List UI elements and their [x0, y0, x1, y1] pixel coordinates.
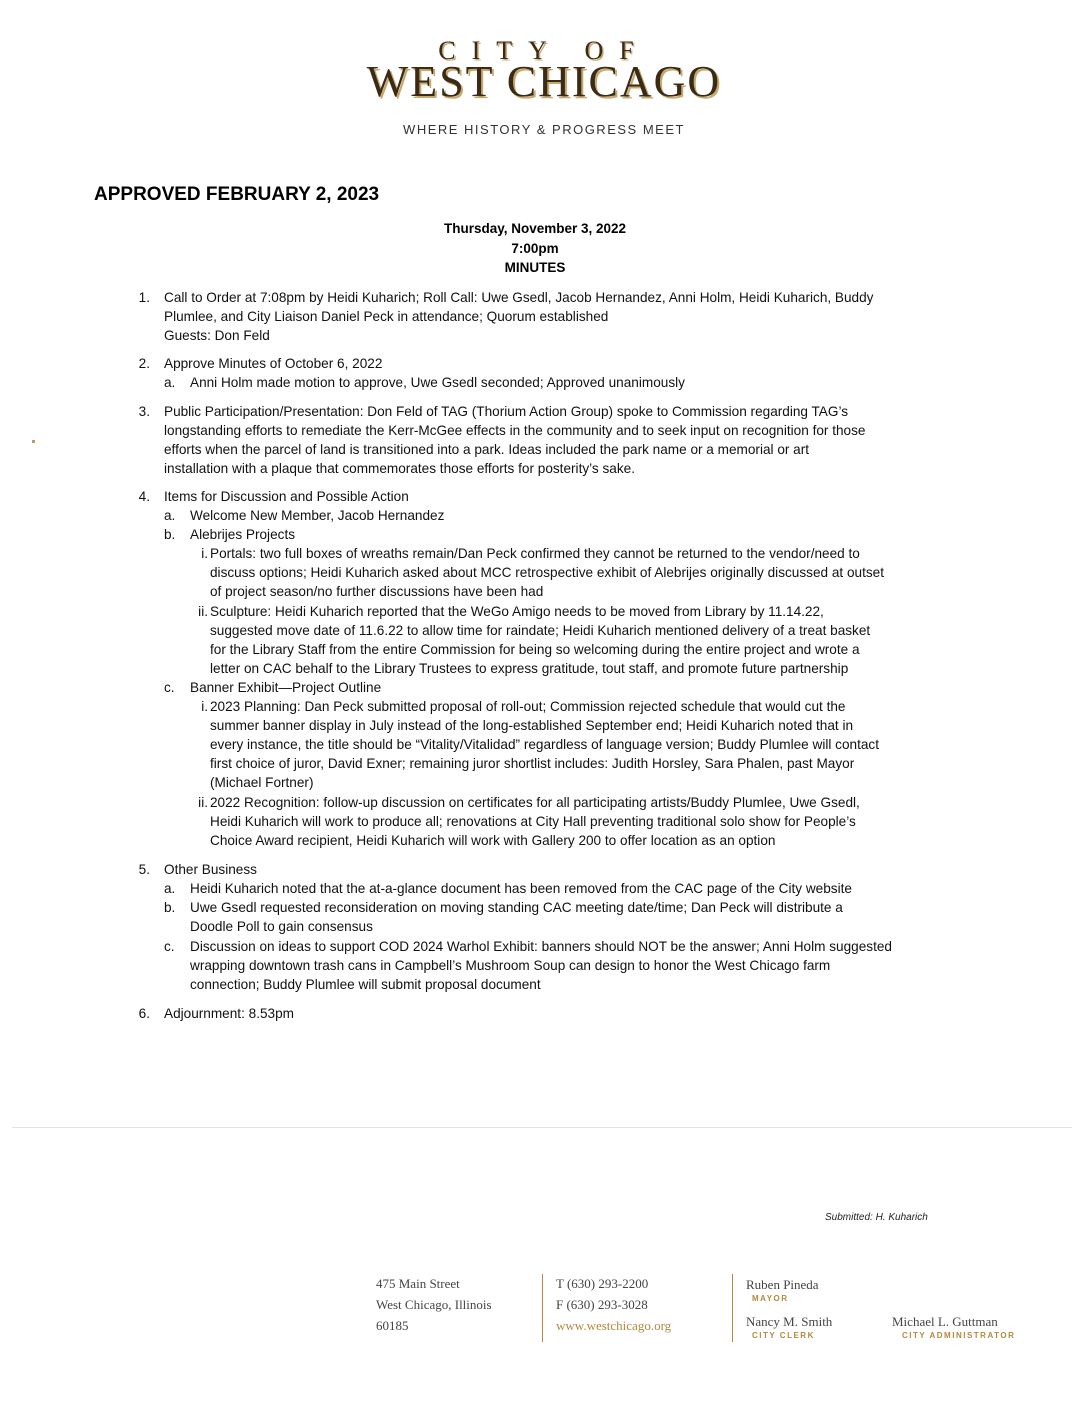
- footer-address-line: West Chicago, Illinois: [376, 1297, 492, 1312]
- footer-address-line: 475 Main Street: [376, 1276, 460, 1291]
- meeting-time: 7:00pm: [511, 241, 559, 256]
- item-text-line: installation with a plaque that commemorates those efforts for posterity’s sake.: [164, 461, 635, 476]
- sub-item-text: connection; Buddy Plumlee will submit proposal document: [190, 977, 541, 992]
- item-text-line: Call to Order at 7:08pm by Heidi Kuharich; Roll Call: Uwe Gsedl, Jacob Hernandez, Anni Holm, Heidi Kuharich, Buddy: [164, 290, 874, 305]
- roman-text: Heidi Kuharich will work to produce all; renovations at City Hall preventing traditional solo show for People’s: [210, 814, 856, 829]
- roman-text: Sculpture: Heidi Kuharich reported that the WeGo Amigo needs to be moved from Library by 11.14.22,: [210, 604, 824, 619]
- roman-text: summer banner display in July instead of the long-established September end; Heidi Kuharich noted that in: [210, 718, 854, 733]
- letterhead-city-of: CITY OF: [438, 36, 650, 65]
- letterhead-city-name: WEST CHICAGO: [366, 57, 722, 106]
- roman-text: first choice of juror, David Exner; remaining juror shortlist includes: Judith Horsley, Sara Phalen, past Mayor: [210, 756, 855, 771]
- item-text-line: Items for Discussion and Possible Action: [164, 489, 409, 504]
- roman-text: of project season/no further discussions have been had: [210, 584, 544, 599]
- item-text-line: Plumlee, and City Liaison Daniel Peck in attendance; Quorum established: [164, 309, 609, 324]
- meeting-date: Thursday, November 3, 2022: [443, 221, 627, 236]
- item-text-line: Public Participation/Presentation: Don Feld of TAG (Thorium Action Group) spoke to Commission regarding TAG’s: [164, 404, 849, 419]
- item-number: 5.: [138, 862, 150, 877]
- minutes-title: MINUTES: [504, 260, 566, 275]
- clerk-role: CITY CLERK: [752, 1331, 815, 1340]
- roman-label: ii.: [198, 604, 208, 619]
- roman-text: every instance, the title should be “Vitality/Vitalidad” regardless of language version; Buddy Plumlee will contact: [210, 737, 879, 752]
- administrator-name: Michael L. Guttman: [892, 1314, 998, 1329]
- mayor-name: Ruben Pineda: [746, 1277, 819, 1292]
- roman-text: 2022 Recognition: follow-up discussion on certificates for all participating artists/Buddy Plumlee, Uwe Gsedl,: [210, 795, 860, 810]
- footer-divider: [542, 1274, 543, 1342]
- sub-item-text: Anni Holm made motion to approve, Uwe Gsedl seconded; Approved unanimously: [190, 375, 685, 390]
- submitted-by: Submitted: H. Kuharich: [825, 1212, 928, 1223]
- sub-item-text: Uwe Gsedl requested reconsideration on moving standing CAC meeting date/time; Dan Peck will distribute a: [190, 900, 843, 915]
- roman-text: 2023 Planning: Dan Peck submitted proposal of roll-out; Commission rejected schedule that would cut the: [210, 699, 846, 714]
- item-text-line: longstanding efforts to remediate the Kerr-McGee effects in the community and to seek input on recognition for those: [164, 423, 866, 438]
- administrator-role: CITY ADMINISTRATOR: [902, 1331, 1016, 1340]
- roman-text: letter on CAC behalf to the Library Trustees to express gratitude, tout staff, and promote future partnership: [210, 661, 849, 676]
- scan-speck: [32, 440, 35, 443]
- roman-label: i.: [201, 699, 208, 714]
- sub-item-text: Alebrijes Projects: [190, 527, 296, 542]
- item-text-line: Guests: Don Feld: [164, 328, 270, 343]
- item-number: 2.: [138, 356, 150, 371]
- sub-item-text: Welcome New Member, Jacob Hernandez: [190, 508, 445, 523]
- sub-item-text: Banner Exhibit—Project Outline: [190, 680, 382, 695]
- letterhead-tagline: WHERE HISTORY & PROGRESS MEET: [403, 122, 685, 137]
- roman-text: discuss options; Heidi Kuharich asked about MCC retrospective exhibit of Alebrijes originally discussed at outset: [210, 565, 884, 580]
- footer-fax: F (630) 293-3028: [556, 1297, 648, 1312]
- sub-item-text: Heidi Kuharich noted that the at-a-glance document has been removed from the CAC page of the City website: [190, 881, 852, 896]
- mayor-role: MAYOR: [752, 1294, 789, 1303]
- item-text-line: Adjournment: 8.53pm: [164, 1006, 294, 1021]
- approval-status: APPROVED FEBRUARY 2, 2023: [94, 184, 380, 205]
- roman-text: Portals: two full boxes of wreaths remain/Dan Peck confirmed they cannot be returned to the vendor/need to: [210, 546, 860, 561]
- sub-item-label: a.: [164, 508, 176, 523]
- item-text-line: efforts when the parcel of land is transitioned into a park. Ideas included the park name or a memorial or art: [164, 442, 810, 457]
- item-text-line: Approve Minutes of October 6, 2022: [164, 356, 383, 371]
- roman-text: (Michael Fortner): [210, 775, 314, 790]
- sub-item-label: a.: [164, 375, 176, 390]
- item-number: 4.: [138, 489, 150, 504]
- footer-phone: T (630) 293-2200: [556, 1276, 649, 1291]
- roman-text: Choice Award recipient, Heidi Kuharich will work with Gallery 200 to offer location as an option: [210, 833, 776, 848]
- sub-item-text: Discussion on ideas to support COD 2024 Warhol Exhibit: banners should NOT be the answer; Anni Holm suggested: [190, 939, 892, 954]
- footer-divider: [732, 1274, 733, 1342]
- item-number: 6.: [138, 1006, 150, 1021]
- item-number: 1.: [138, 290, 150, 305]
- item-number: 3.: [138, 404, 150, 419]
- sub-item-label: b.: [164, 527, 176, 542]
- roman-text: suggested move date of 11.6.22 to allow time for raindate; Heidi Kuharich mentioned delivery of a treat basket: [210, 623, 871, 638]
- roman-text: for the Library Staff from the entire Commission for being so welcoming during the entire project and wrote a: [210, 642, 860, 657]
- footer-address-line: 60185: [376, 1318, 409, 1333]
- clerk-name: Nancy M. Smith: [746, 1314, 833, 1329]
- divider: [12, 1127, 1072, 1128]
- sub-item-label: a.: [164, 881, 176, 896]
- roman-label: ii.: [198, 795, 208, 810]
- sub-item-text: Doodle Poll to gain consensus: [190, 919, 373, 934]
- sub-item-label: c.: [164, 680, 175, 695]
- sub-item-label: b.: [164, 900, 176, 915]
- sub-item-text: wrapping downtown trash cans in Campbell’s Mushroom Soup can design to honor the West Chicago farm: [190, 958, 831, 973]
- roman-label: i.: [201, 546, 208, 561]
- item-text-line: Other Business: [164, 862, 257, 877]
- sub-item-label: c.: [164, 939, 175, 954]
- footer-website-link[interactable]: www.westchicago.org: [556, 1318, 672, 1333]
